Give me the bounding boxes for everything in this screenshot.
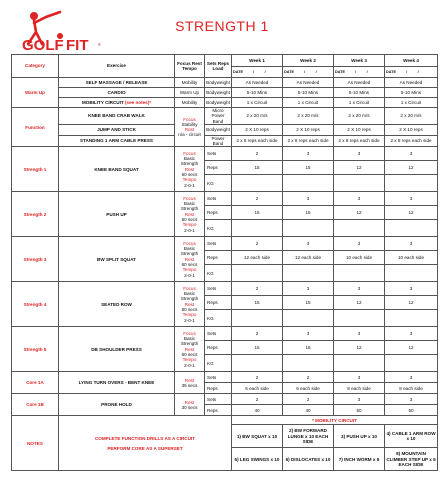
tempo-value: 2-0-1 <box>184 362 195 368</box>
focus-label: Focus <box>183 195 196 201</box>
reps-value: 6 each side <box>232 383 283 394</box>
focus-cell: Mobility <box>175 78 205 88</box>
sets-value: 3 <box>283 147 334 161</box>
sets-value: 3 <box>283 192 334 206</box>
date-label: DATE <box>284 69 295 74</box>
sets-label: Sets <box>205 192 232 206</box>
reps-value: 15 <box>283 161 334 175</box>
focus-rest-tempo <box>175 192 205 237</box>
kg-entry <box>283 310 334 327</box>
reps-value: 12 <box>334 296 385 310</box>
kg-entry <box>385 355 438 372</box>
kg-entry <box>334 310 385 327</box>
exercise-label: MOBILITY CIRCUIT <box>81 99 124 105</box>
sets-value: 2 <box>232 147 283 161</box>
focus-label: Focus <box>183 285 196 291</box>
focus-label: Focus <box>183 330 196 336</box>
reps-value: 15 <box>232 296 283 310</box>
focus-value: Basic Strength <box>180 246 199 257</box>
reps-value: 12 each side <box>232 251 283 265</box>
week-value: 2 x 20 m/s <box>334 108 385 125</box>
reps-value: 10 each side <box>334 251 385 265</box>
date-field-week-1 <box>232 67 283 78</box>
week-value: 1 x Circuit <box>283 98 334 108</box>
date-field-week-3 <box>334 67 385 78</box>
reps-value: 15 <box>283 206 334 220</box>
rest-value: 60 secs <box>181 262 198 268</box>
reps-value: 10 each side <box>385 251 438 265</box>
week-value: 2 x 8 reps each side <box>385 135 438 147</box>
sets-label: Sets <box>205 372 232 383</box>
focus-value: Basic Strength <box>180 291 199 302</box>
week-value: 2 x 20 m/s <box>232 108 283 125</box>
rest-label: Rest <box>184 211 195 217</box>
mobility-item: 6) DISLOCATES x 10 <box>283 448 334 471</box>
sets-value: 2 <box>283 372 334 383</box>
week-value: As Needed <box>232 78 283 88</box>
rest-label: Rest <box>184 399 195 405</box>
header-focus-rest-tempo: Focus Rest Tempo <box>175 55 205 78</box>
kg-entry <box>283 355 334 372</box>
sets-value: 2 <box>232 282 283 296</box>
focus-rest-tempo <box>175 147 205 192</box>
week-value: 1 x Circuit <box>334 98 385 108</box>
reps-value: 15 <box>232 161 283 175</box>
tempo-label: Tempo <box>182 222 197 228</box>
reps-value: 12 <box>385 296 438 310</box>
sets-value: 2 <box>283 394 334 405</box>
reps-value: 12 <box>385 161 438 175</box>
week-value: 2 x 20 m/s <box>385 108 438 125</box>
kg-label: KG <box>205 265 232 282</box>
exercise-name: BW SPLIT SQUAT <box>59 237 175 282</box>
date-separator: / / <box>406 69 419 74</box>
reps-label: Reps <box>205 383 232 394</box>
focus-label: Focus <box>183 150 196 156</box>
kg-entry <box>283 265 334 282</box>
date-field-week-2 <box>283 67 334 78</box>
page-title: STRENGTH 1 <box>175 18 269 34</box>
reps-value: 15 <box>232 341 283 355</box>
kg-entry <box>334 175 385 192</box>
sets-value: 3 <box>334 282 385 296</box>
category-strength: Strength 3 <box>12 237 59 282</box>
kg-entry <box>385 310 438 327</box>
mobility-item: 5) LEG SWINGS x 10 <box>232 448 283 471</box>
mobility-item: 1) BW SQUAT x 10 <box>232 425 283 448</box>
rest-label: Rest <box>184 256 195 262</box>
header-week-4: Week 4 <box>385 55 438 67</box>
rest-value: 30 secs <box>181 404 198 410</box>
rest-value: n/a - circuit <box>178 132 201 138</box>
sets-label: Sets <box>205 327 232 341</box>
exercise-name <box>59 78 175 88</box>
date-field-week-4 <box>385 67 438 78</box>
focus-value: Basic Strength <box>180 201 199 212</box>
reps-label: Reps <box>205 161 232 175</box>
reps-value: 8 each side <box>334 383 385 394</box>
sets-label: Sets <box>205 147 232 161</box>
week-value: 2 x 8 reps each side <box>283 135 334 147</box>
header-exercise: Exercise <box>59 55 175 78</box>
focus-rest-tempo <box>175 282 205 327</box>
sets-value: 3 <box>334 327 385 341</box>
reps-label: Reps <box>205 206 232 220</box>
exercise-label: CARDIO <box>107 89 126 95</box>
mobility-item: 4) CABLE 1 ARM ROW x 10 <box>385 425 438 448</box>
kg-entry <box>283 175 334 192</box>
sets-value: 3 <box>283 237 334 251</box>
date-separator: / / <box>355 69 368 74</box>
reps-value: 40 <box>283 405 334 416</box>
week-value: As Needed <box>385 78 438 88</box>
header-category: Category <box>12 55 59 78</box>
load-cell: Bodyweight <box>205 124 232 135</box>
exercise-name: KNEE BAND CRAB WALK <box>59 108 175 125</box>
sets-value: 2 <box>232 372 283 383</box>
rest-cell <box>175 372 205 394</box>
reps-value: 15 <box>232 206 283 220</box>
reps-value: 12 <box>334 206 385 220</box>
week-value: 2 X 10 reps <box>283 124 334 135</box>
workout-table <box>11 54 438 471</box>
reps-value: 15 <box>283 341 334 355</box>
sets-value: 3 <box>334 372 385 383</box>
kg-entry <box>385 265 438 282</box>
sets-value: 3 <box>334 237 385 251</box>
sets-value: 3 <box>385 327 438 341</box>
sets-label: Sets <box>205 237 232 251</box>
kg-entry <box>232 355 283 372</box>
week-value: 2 X 10 reps <box>232 124 283 135</box>
exercise-note: (see notes)* <box>125 99 152 105</box>
notes-lines <box>59 416 232 471</box>
category-strength: Strength 1 <box>12 147 59 192</box>
tempo-label: Tempo <box>182 357 197 363</box>
sets-value: 3 <box>385 372 438 383</box>
week-value: 1 x Circuit <box>385 98 438 108</box>
rest-label: Rest <box>184 377 195 383</box>
exercise-name: DB SHOULDER PRESS <box>59 327 175 372</box>
week-value: 2 x 8 reps each side <box>232 135 283 147</box>
reps-value: 12 <box>334 161 385 175</box>
week-value: 2 x 20 m/s <box>283 108 334 125</box>
rest-value: 60 secs <box>181 307 198 313</box>
category-strength: Strength 2 <box>12 192 59 237</box>
focus-value: Basic Strength <box>180 156 199 167</box>
kg-entry <box>232 220 283 237</box>
tempo-value: 2-0-1 <box>184 227 195 233</box>
week-value: 2 x 8 reps each side <box>334 135 385 147</box>
date-separator: / / <box>253 69 266 74</box>
rest-label: Rest <box>184 301 195 307</box>
sets-value: 3 <box>334 192 385 206</box>
category-core: Core 1B <box>12 394 59 416</box>
header-week-3: Week 3 <box>334 55 385 67</box>
tempo-value: 2-0-1 <box>184 182 195 188</box>
tempo-value: 2-0-1 <box>184 317 195 323</box>
sets-value: 3 <box>283 282 334 296</box>
sets-value: 3 <box>283 327 334 341</box>
reps-value: 12 <box>385 341 438 355</box>
rest-value: 60 secs <box>181 172 198 178</box>
header-week-1: Week 1 <box>232 55 283 67</box>
mobility-item: 7) INCH WORM x 5 <box>334 448 385 471</box>
sets-value: 2 <box>232 327 283 341</box>
svg-text:GOLF: GOLF <box>22 37 64 52</box>
sets-value: 3 <box>385 192 438 206</box>
svg-text:FIT: FIT <box>66 37 89 52</box>
focus-value: Stability <box>181 121 198 127</box>
tempo-label: Tempo <box>182 312 197 318</box>
reps-value: 50 <box>385 405 438 416</box>
week-value: 5-10 Mins <box>283 88 334 98</box>
category-warm-up: Warm Up <box>12 78 59 108</box>
tempo-label: Tempo <box>182 267 197 273</box>
load-cell: Power Band <box>205 135 232 147</box>
tempo-value: 2-0-1 <box>184 272 195 278</box>
reps-label: Reps <box>205 405 232 416</box>
kg-entry <box>334 355 385 372</box>
sets-value: 3 <box>385 237 438 251</box>
category-strength: Strength 4 <box>12 282 59 327</box>
focus-label: Focus <box>183 240 196 246</box>
reps-value: 6 each side <box>283 383 334 394</box>
load-cell: Bodyweight <box>205 88 232 98</box>
rest-label: Rest <box>184 346 195 352</box>
reps-label: Reps <box>205 341 232 355</box>
rest-value: 60 secs <box>181 217 198 223</box>
week-value: 1 x Circuit <box>232 98 283 108</box>
week-value: 2 X 10 reps <box>385 124 438 135</box>
kg-entry <box>232 175 283 192</box>
mobility-circuit-title: * MOBILITY CIRCUIT <box>232 416 438 425</box>
sets-value: 2 <box>232 237 283 251</box>
exercise-name: PUSH UP <box>59 192 175 237</box>
exercise-name: KNEE BAND SQUAT <box>59 147 175 192</box>
function-focus-rest <box>175 108 205 147</box>
mobility-item: 2) BW FORWARD LUNGE x 10 EACH SIDE <box>283 425 334 448</box>
focus-rest-tempo <box>175 237 205 282</box>
rest-value: 35 secs <box>181 382 198 388</box>
week-value: As Needed <box>334 78 385 88</box>
rest-cell <box>175 394 205 416</box>
date-label: DATE <box>233 69 244 74</box>
reps-value: 8 each side <box>385 383 438 394</box>
week-value: 5-10 Mins <box>232 88 283 98</box>
focus-rest-tempo <box>175 327 205 372</box>
reps-label: Reps <box>205 251 232 265</box>
kg-entry <box>283 220 334 237</box>
note-line: PERFORM CORE AS A SUPERSET <box>107 445 183 451</box>
kg-entry <box>385 220 438 237</box>
kg-entry <box>334 220 385 237</box>
load-cell: Bodyweight <box>205 78 232 88</box>
header-week-2: Week 2 <box>283 55 334 67</box>
category-core: Core 1A <box>12 372 59 394</box>
category-function: Function <box>12 108 59 147</box>
kg-label: KG <box>205 310 232 327</box>
exercise-name: LYING TURN OVERS - BENT KNEE <box>59 372 175 394</box>
sets-value: 3 <box>385 394 438 405</box>
kg-entry <box>385 175 438 192</box>
load-cell: Micro Power Band <box>205 108 232 125</box>
focus-value: Basic Strength <box>180 336 199 347</box>
exercise-name: SEATED ROW <box>59 282 175 327</box>
kg-entry <box>232 265 283 282</box>
kg-entry <box>232 310 283 327</box>
focus-cell: Mobility <box>175 98 205 108</box>
reps-value: 12 <box>334 341 385 355</box>
date-label: DATE <box>335 69 346 74</box>
exercise-name: PRONE HOLD <box>59 394 175 416</box>
sets-label: Sets <box>205 282 232 296</box>
date-label: DATE <box>386 69 397 74</box>
exercise-label: SELF MASSAGE / RELEASE <box>85 79 148 85</box>
kg-label: KG <box>205 220 232 237</box>
sets-value: 2 <box>232 192 283 206</box>
focus-cell: Warm Up <box>175 88 205 98</box>
mobility-item: 3) PUSH UP x 10 <box>334 425 385 448</box>
kg-label: KG <box>205 175 232 192</box>
sets-value: 3 <box>334 147 385 161</box>
sets-value: 2 <box>232 394 283 405</box>
sets-label: Sets <box>205 394 232 405</box>
week-value: 5-10 Mins <box>385 88 438 98</box>
reps-value: 40 <box>232 405 283 416</box>
week-value: 2 X 10 reps <box>334 124 385 135</box>
rest-value: 60 secs <box>181 352 198 358</box>
exercise-name <box>59 88 175 98</box>
reps-label: Reps <box>205 296 232 310</box>
reps-value: 12 <box>385 206 438 220</box>
rest-label: Rest <box>184 127 195 133</box>
sets-value: 3 <box>385 282 438 296</box>
focus-label: Focus <box>183 116 196 122</box>
reps-value: 15 <box>283 296 334 310</box>
sets-value: 3 <box>385 147 438 161</box>
rest-label: Rest <box>184 166 195 172</box>
reps-value: 12 each side <box>283 251 334 265</box>
exercise-name: JUMP AND STICK <box>59 124 175 135</box>
reps-value: 50 <box>334 405 385 416</box>
exercise-name: STANDING 1 ARM CABLE PRESS <box>59 135 175 147</box>
svg-text:®: ® <box>98 42 101 47</box>
week-value: As Needed <box>283 78 334 88</box>
note-line: COMPLETE FUNCTION DRILLS AS A CIRCUIT <box>94 435 196 441</box>
tempo-label: Tempo <box>182 177 197 183</box>
notes-title: NOTES <box>12 416 59 471</box>
mobility-item: 8) MOUNTAIN CLIMBER STEP UP x 5 EACH SIDE <box>385 448 438 471</box>
category-strength: Strength 5 <box>12 327 59 372</box>
kg-entry <box>334 265 385 282</box>
date-separator: / / <box>304 69 317 74</box>
load-cell: Bodyweight <box>205 98 232 108</box>
exercise-name <box>59 98 175 108</box>
header-sets-reps-load: Sets Reps Load <box>205 55 232 78</box>
kg-label: KG <box>205 355 232 372</box>
sets-value: 3 <box>334 394 385 405</box>
week-value: 5-10 Mins <box>334 88 385 98</box>
